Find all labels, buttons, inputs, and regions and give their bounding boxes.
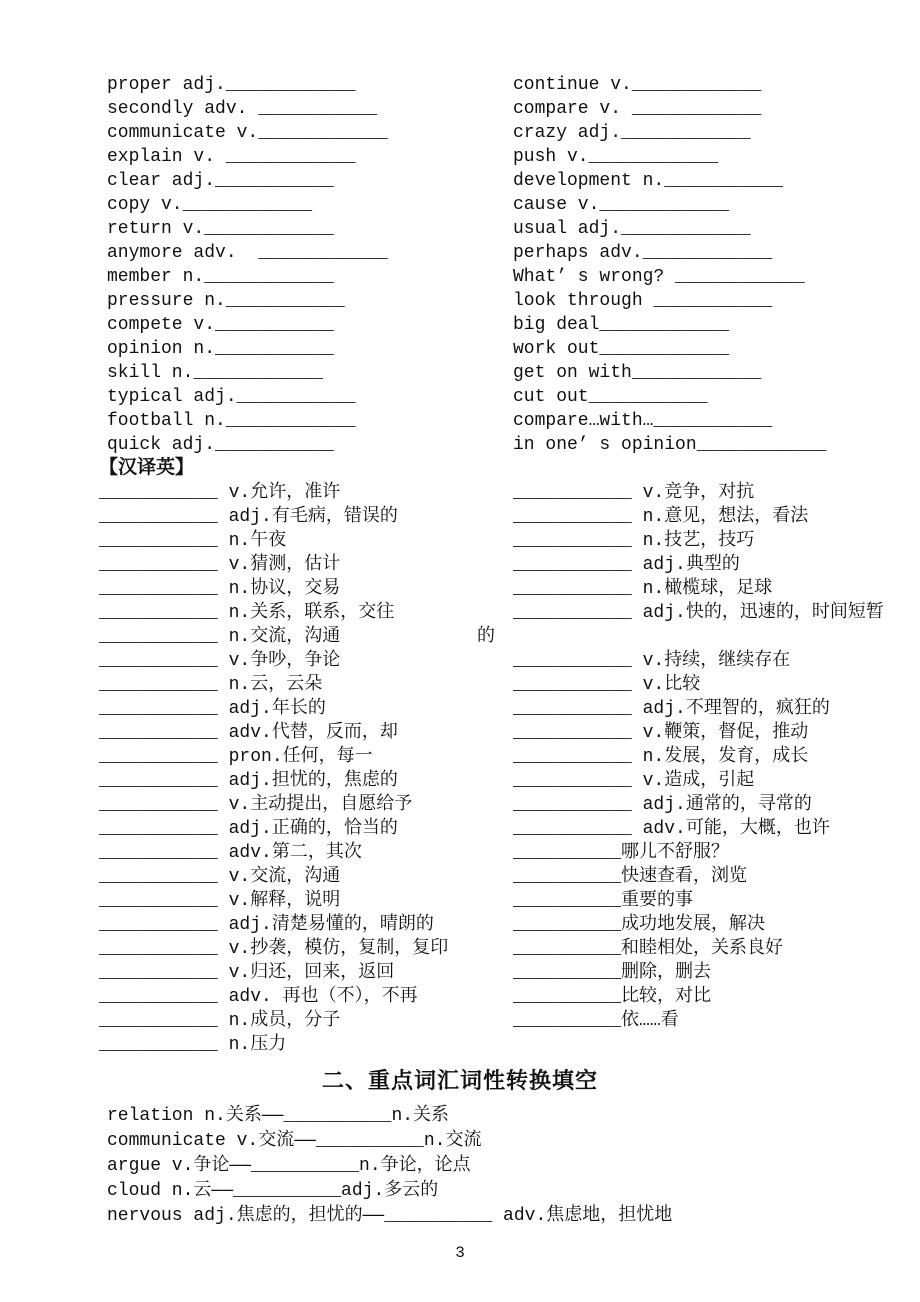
vocab-line: ___________ n.交流，沟通 xyxy=(99,627,341,647)
vocab-line: ___________ adj.清楚易懂的，晴朗的 xyxy=(99,915,434,935)
vocab-line: quick adj.___________ xyxy=(107,435,334,455)
vocab-line: cut out___________ xyxy=(513,387,708,407)
vocab-line: continue v.____________ xyxy=(513,75,762,95)
vocab-line: ___________ adj.有毛病，错误的 xyxy=(99,507,398,527)
vocab-line: __________重要的事 xyxy=(513,891,694,911)
vocab-line: return v.____________ xyxy=(107,219,334,239)
vocab-line: cause v.____________ xyxy=(513,195,730,215)
vocab-line: ___________ n.压力 xyxy=(99,1035,287,1055)
vocab-line: __________和睦相处，关系良好 xyxy=(513,939,784,959)
vocab-line: __________哪儿不舒服？ xyxy=(513,843,730,863)
page-number: 3 xyxy=(455,1244,465,1262)
vocab-line: member n.____________ xyxy=(107,267,334,287)
vocab-line: ___________ adj.年长的 xyxy=(99,699,326,719)
vocab-line: push v.____________ xyxy=(513,147,719,167)
vocab-line: get on with____________ xyxy=(513,363,762,383)
chinese-to-english-heading: 【汉译英】 xyxy=(99,457,195,479)
vocab-line: __________成功地发展，解决 xyxy=(513,915,766,935)
vocab-line: secondly adv. ___________ xyxy=(107,99,378,119)
chinese-to-english-right-column xyxy=(513,481,884,1033)
vocab-line: ___________ adv.第二，其次 xyxy=(99,843,362,863)
vocab-line: ___________ adj.通常的，寻常的 xyxy=(513,795,812,815)
vocab-line: ___________ adj.不理智的，疯狂的 xyxy=(513,699,830,719)
vocab-line: ___________ n.协议，交易 xyxy=(99,579,341,599)
vocab-line: ___________ v.交流，沟通 xyxy=(99,867,341,887)
vocab-line: ___________ adv.可能，大概，也许 xyxy=(513,819,830,839)
vocab-line: skill n.____________ xyxy=(107,363,324,383)
vocab-line: ___________ adj.快的，迅速的，时间短暂 xyxy=(513,603,884,623)
vocab-line: ___________ v.持续，继续存在 xyxy=(513,651,791,671)
wrapped-character: 的 xyxy=(477,627,495,647)
vocab-line: clear adj.___________ xyxy=(107,171,334,191)
vocab-line: ___________ v.归还，回来，返回 xyxy=(99,963,395,983)
vocab-line: compare v. ____________ xyxy=(513,99,762,119)
conversion-line: cloud n.云——__________adj.多云的 xyxy=(107,1181,439,1201)
vocab-line: ___________ v.鞭策，督促，推动 xyxy=(513,723,809,743)
vocab-line: usual adj.____________ xyxy=(513,219,751,239)
vocab-line: ___________ v.比较 xyxy=(513,675,701,695)
vocab-line: ___________ v.解释，说明 xyxy=(99,891,341,911)
vocab-line: in one’ s opinion____________ xyxy=(513,435,827,455)
vocab-line: ___________ adv.代替，反而，却 xyxy=(99,723,398,743)
chinese-to-english-left-column xyxy=(99,481,448,1057)
vocab-line: development n.___________ xyxy=(513,171,784,191)
vocab-line: ___________ n.发展，发育，成长 xyxy=(513,747,809,767)
vocab-line: explain v. ____________ xyxy=(107,147,356,167)
vocab-line: __________快速查看，浏览 xyxy=(513,867,748,887)
vocab-line: ___________ n.云，云朵 xyxy=(99,675,323,695)
vocab-line xyxy=(513,625,884,649)
vocab-line: ___________ n.午夜 xyxy=(99,531,287,551)
vocab-line: ___________ n.关系，联系，交往 xyxy=(99,603,395,623)
conversion-line: nervous adj.焦虑的，担忧的——__________ adv.焦虑地，担忧地 xyxy=(107,1206,673,1226)
vocab-line: ___________ v.允许，准许 xyxy=(99,483,341,503)
vocab-line: copy v.____________ xyxy=(107,195,313,215)
vocab-line: ___________ v.争吵，争论 xyxy=(99,651,341,671)
vocab-line: ___________ adj.担忧的，焦虑的 xyxy=(99,771,398,791)
vocab-line: compare…with…___________ xyxy=(513,411,773,431)
vocab-line: proper adj.____________ xyxy=(107,75,356,95)
english-to-chinese-left-column xyxy=(107,73,388,457)
vocab-line: anymore adv. ____________ xyxy=(107,243,388,263)
vocab-line: ___________ v.竞争，对抗 xyxy=(513,483,755,503)
vocab-line: ___________ pron.任何，每一 xyxy=(99,747,373,767)
vocab-line: ___________ v.抄袭，模仿，复制，复印 xyxy=(99,939,449,959)
vocab-line: look through ___________ xyxy=(513,291,773,311)
vocab-line: __________比较，对比 xyxy=(513,987,712,1007)
section-two-heading: 二、重点词汇词性转换填空 xyxy=(321,1070,598,1095)
vocab-line: work out____________ xyxy=(513,339,730,359)
vocab-line: __________依……看 xyxy=(513,1011,679,1031)
vocab-line: pressure n.___________ xyxy=(107,291,345,311)
conversion-line: communicate v.交流——__________n.交流 xyxy=(107,1131,482,1151)
vocab-line: communicate v.____________ xyxy=(107,123,388,143)
vocab-line: ___________ adj.典型的 xyxy=(513,555,740,575)
vocab-line: opinion n.___________ xyxy=(107,339,334,359)
vocab-line: ___________ v.主动提出，自愿给予 xyxy=(99,795,413,815)
word-form-conversion-list xyxy=(107,1104,672,1229)
vocab-line: What’ s wrong? ____________ xyxy=(513,267,805,287)
vocab-line: ___________ adv. 再也（不），不再 xyxy=(99,987,418,1007)
vocab-line: ___________ v.造成，引起 xyxy=(513,771,755,791)
vocab-line: ___________ n.技艺，技巧 xyxy=(513,531,755,551)
vocab-line: perhaps adv.____________ xyxy=(513,243,773,263)
vocab-line: __________删除，删去 xyxy=(513,963,712,983)
vocab-line: ___________ adj.正确的，恰当的 xyxy=(99,819,398,839)
vocab-line: ___________ v.猜测，估计 xyxy=(99,555,341,575)
conversion-line: relation n.关系——__________n.关系 xyxy=(107,1106,450,1126)
vocab-line: big deal____________ xyxy=(513,315,730,335)
english-to-chinese-right-column xyxy=(513,73,826,457)
vocab-line: ___________ n.橄榄球，足球 xyxy=(513,579,773,599)
vocab-line: typical adj.___________ xyxy=(107,387,356,407)
vocab-line: ___________ n.意见，想法，看法 xyxy=(513,507,809,527)
conversion-line: argue v.争论——__________n.争论，论点 xyxy=(107,1156,471,1176)
vocab-line: ___________ n.成员，分子 xyxy=(99,1011,341,1031)
vocab-line: football n.____________ xyxy=(107,411,356,431)
vocab-line: compete v.___________ xyxy=(107,315,334,335)
vocab-line: crazy adj.____________ xyxy=(513,123,751,143)
